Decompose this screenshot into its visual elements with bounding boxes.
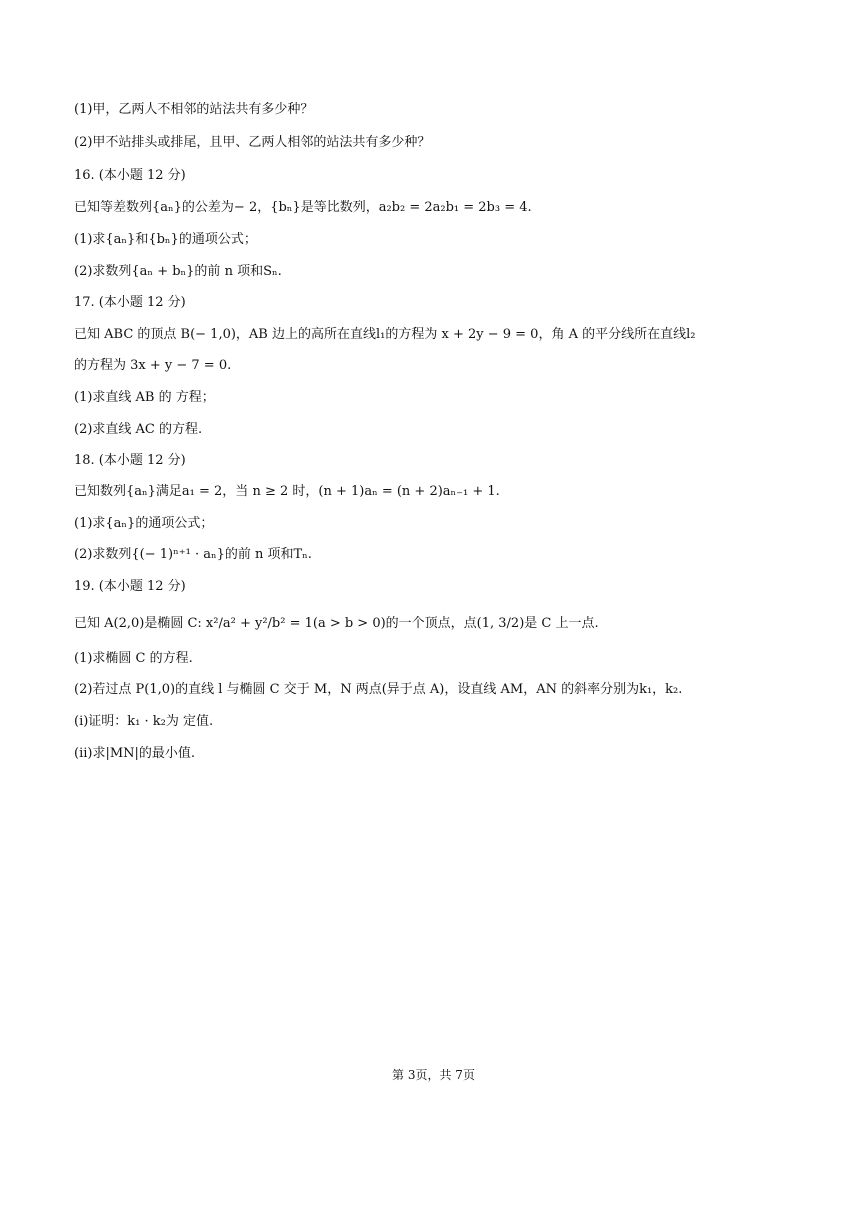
problem-19-part-1: (1)求椭圆 C 的方程. [74, 651, 193, 666]
problem-19-heading: 19. (本小题 12 分) [74, 579, 186, 594]
problem-19-statement: 已知 A(2,0)是椭圆 C: x²/a² + y²/b² = 1(a > b > 0)的一个顶点，点(1, 3/2)是 C 上一点. [74, 616, 599, 631]
problem-17-part-1: (1)求直线 AB 的 方程； [74, 390, 215, 405]
problem-19-part-2: (2)若过点 P(1,0)的直线 l 与椭圆 C 交于 M，N 两点(异于点 A)，设直线 AM，AN 的斜率分别为k₁，k₂. [74, 682, 683, 697]
problem-17-statement-cont: 的方程为 3x + y − 7 = 0. [74, 358, 232, 373]
problem-18-heading: 18. (本小题 12 分) [74, 453, 186, 468]
problem-17-heading: 17. (本小题 12 分) [74, 295, 186, 310]
problem-19-part-2-ii: (ⅱ)求|MN|的最小值. [74, 746, 196, 761]
problem-18-part-1: (1)求{aₙ}的通项公式； [74, 516, 214, 531]
text-line-1: (1)甲，乙两人不相邻的站法共有多少种？ [74, 102, 314, 117]
problem-16-part-2: (2)求数列{aₙ + bₙ}的前 n 项和Sₙ. [74, 264, 282, 279]
problem-18-statement: 已知数列{aₙ}满足a₁ = 2，当 n ≥ 2 时，(n + 1)aₙ = (n + 2)aₙ₋₁ + 1. [74, 484, 500, 499]
problem-16-heading: 16. (本小题 12 分) [74, 168, 186, 183]
problem-16-statement: 已知等差数列{aₙ}的公差为− 2，{bₙ}是等比数列，a₂b₂ = 2a₂b₁ = 2b₃ = 4. [74, 200, 532, 215]
problem-17-statement: 已知 ABC 的顶点 B(− 1,0)，AB 边上的高所在直线l₁的方程为 x + 2y − 9 = 0，角 A 的平分线所在直线l₂ [74, 327, 696, 342]
problem-19-part-2-i: (ⅰ)证明：k₁ · k₂为 定值. [74, 714, 214, 729]
problem-18-part-2: (2)求数列{(− 1)ⁿ⁺¹ · aₙ}的前 n 项和Tₙ. [74, 547, 312, 562]
page-footer: 第 3页，共 7页 [392, 1068, 475, 1082]
text-line-2: (2)甲不站排头或排尾，且甲、乙两人相邻的站法共有多少种？ [74, 135, 431, 150]
problem-16-part-1: (1)求{aₙ}和{bₙ}的通项公式； [74, 232, 257, 247]
problem-17-part-2: (2)求直线 AC 的方程. [74, 422, 203, 437]
